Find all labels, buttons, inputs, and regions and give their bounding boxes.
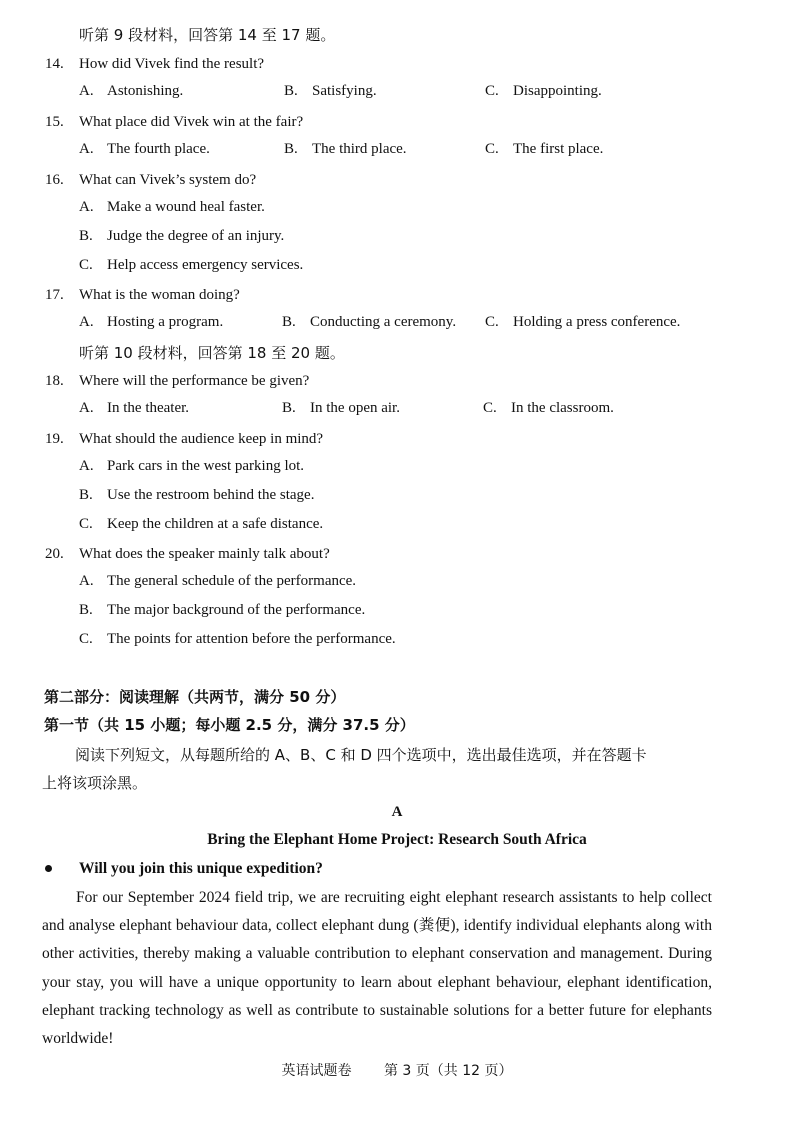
option-letter: A. — [79, 400, 94, 416]
option-b — [79, 602, 365, 619]
passage-title: Bring the Elephant Home Project: Research South Africa — [207, 831, 587, 848]
option-letter: B. — [282, 314, 296, 330]
option-b — [79, 228, 284, 245]
option-text: Use the restroom behind the stage. — [107, 487, 315, 503]
option-letter: A. — [79, 314, 94, 330]
option-a — [79, 83, 183, 100]
option-a — [79, 141, 210, 158]
option-letter: B. — [79, 602, 93, 618]
option-c — [79, 516, 323, 533]
option-text: The general schedule of the performance. — [107, 573, 357, 589]
option-a — [79, 314, 223, 331]
option-letter: C. — [79, 257, 93, 273]
option-letter: C. — [79, 631, 93, 647]
option-text: Keep the children at a safe distance. — [107, 516, 324, 532]
option-b — [284, 141, 407, 158]
option-letter: A. — [79, 458, 94, 474]
section-9-instruction: 听第 9 段材料，回答第 14 至 17 题。 — [79, 26, 336, 44]
question-text: What place did Vivek win at the fair? — [79, 114, 304, 130]
option-c — [483, 400, 614, 417]
footer-page-number: 第 3 页（共 12 页） — [383, 1063, 513, 1079]
option-text: Park cars in the west parking lot. — [107, 458, 305, 474]
question-number: 16. — [45, 172, 64, 188]
option-c — [485, 83, 602, 100]
part-2-heading: 第二部分：阅读理解（共两节，满分 50 分） — [44, 688, 346, 706]
question-text: Where will the performance be given? — [79, 373, 310, 389]
option-letter: B. — [282, 400, 296, 416]
option-b — [282, 314, 456, 331]
option-a — [79, 573, 356, 590]
question-number: 20. — [45, 546, 64, 562]
option-text: Satisfying. — [312, 83, 377, 99]
question-text: What should the audience keep in mind? — [79, 431, 324, 447]
option-letter: A. — [79, 199, 94, 215]
option-text: Help access emergency services. — [107, 257, 304, 273]
question-number: 15. — [45, 114, 64, 130]
footer-subject: 英语试题卷 — [281, 1063, 352, 1079]
option-c — [485, 314, 680, 331]
option-text: The points for attention before the performance. — [107, 631, 396, 647]
option-letter: C. — [485, 83, 499, 99]
passage-bullet-heading: Will you join this unique expedition? — [79, 860, 323, 877]
option-a — [79, 199, 265, 216]
option-letter: B. — [284, 83, 298, 99]
passage-paragraph: For our September 2024 field trip, we are recruiting eight elephant research assistants to help collect and analyse elephant behaviour data, collect elephant dung (粪便), identify individual elephants along with other activities, thereby making a valuable contribution to elephant conservation and management. During your stay, you will have a unique opportunity to learn about elephant behaviour, elephant identification, elephant tracking technology as well as contribute to sustainable solutions for a better future for elephants worldwide! — [42, 889, 712, 1048]
option-text: Disappointing. — [513, 83, 602, 99]
question-number: 18. — [45, 373, 64, 389]
question-text: What is the woman doing? — [79, 287, 240, 303]
option-letter: C. — [483, 400, 497, 416]
section-10-instruction: 听第 10 段材料，回答第 18 至 20 题。 — [79, 344, 345, 362]
option-letter: C. — [79, 516, 93, 532]
option-text: The major background of the performance. — [107, 602, 366, 618]
page-footer — [0, 1060, 794, 1080]
option-text: The first place. — [513, 141, 604, 157]
option-text: The fourth place. — [107, 141, 210, 157]
option-letter: A. — [79, 573, 94, 589]
option-b — [282, 400, 400, 417]
question-text: What does the speaker mainly talk about? — [79, 546, 330, 562]
option-text: In the classroom. — [511, 400, 614, 416]
section-1-heading: 第一节（共 15 小题；每小题 2.5 分，满分 37.5 分） — [44, 716, 415, 734]
option-text: Hosting a program. — [107, 314, 224, 330]
question-text: What can Vivek’s system do? — [79, 172, 257, 188]
question-number: 14. — [45, 56, 64, 72]
option-letter: B. — [284, 141, 298, 157]
option-text: Astonishing. — [107, 83, 184, 99]
bullet-icon — [45, 865, 52, 872]
option-letter: B. — [79, 487, 93, 503]
option-b — [79, 487, 314, 504]
option-letter: A. — [79, 141, 94, 157]
option-letter: C. — [485, 314, 499, 330]
reading-instruction-line-1: 阅读下列短文，从每题所给的 A、B、C 和 D 四个选项中，选出最佳选项，并在答题卡 — [75, 746, 647, 764]
option-a — [79, 458, 304, 475]
option-text: In the open air. — [310, 400, 400, 416]
option-b — [284, 83, 377, 100]
option-text: Conducting a ceremony. — [310, 314, 457, 330]
option-text: The third place. — [312, 141, 407, 157]
option-text: Make a wound heal faster. — [107, 199, 265, 215]
passage-label: A — [391, 804, 403, 820]
question-number: 17. — [45, 287, 64, 303]
option-text: In the theater. — [107, 400, 190, 416]
option-text: Holding a press conference. — [513, 314, 681, 330]
option-c — [79, 257, 303, 274]
option-c — [485, 141, 603, 158]
option-letter: A. — [79, 83, 94, 99]
question-number: 19. — [45, 431, 64, 447]
option-letter: C. — [485, 141, 499, 157]
option-text: Judge the degree of an injury. — [107, 228, 285, 244]
option-c — [79, 631, 396, 648]
question-text: How did Vivek find the result? — [79, 56, 265, 72]
option-letter: B. — [79, 228, 93, 244]
option-a — [79, 400, 189, 417]
reading-instruction-line-2: 上将该项涂黑。 — [42, 774, 148, 792]
